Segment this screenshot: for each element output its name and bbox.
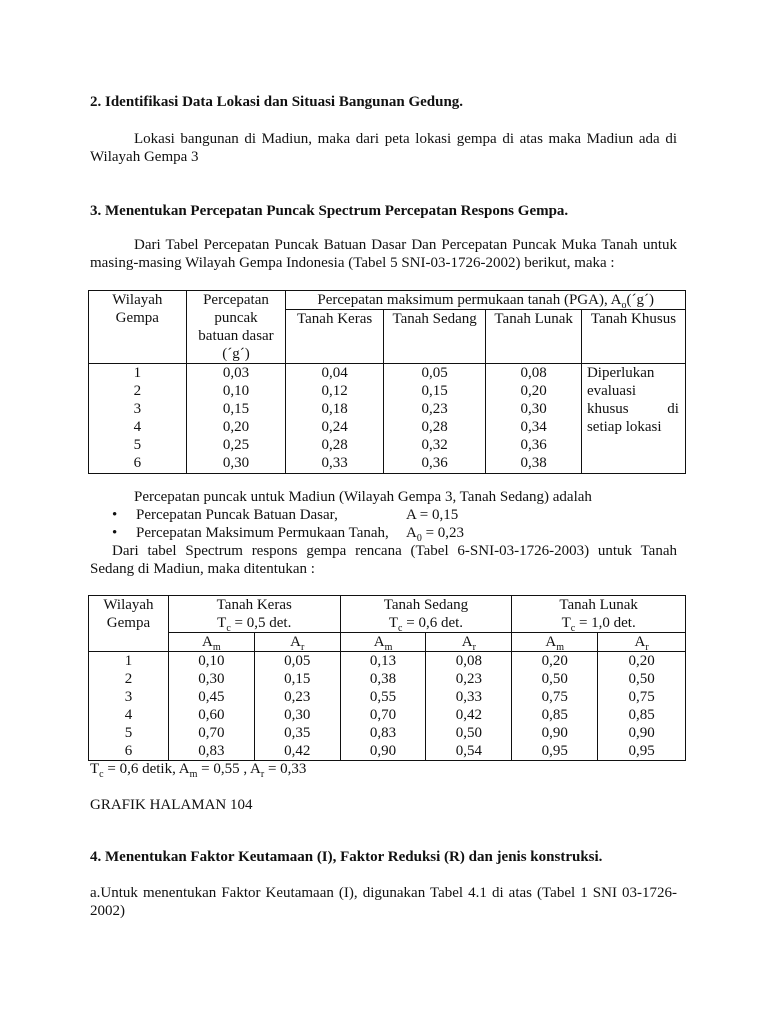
col-batuan: 0,03 0,10 0,15 0,20 0,25 0,30 (186, 364, 286, 474)
col-sedang: 0,05 0,15 0,23 0,28 0,32 0,36 (383, 364, 486, 474)
section-3-paragraph-line-2: masing-masing Wilayah Gempa Indonesia (Tabel 5 SNI-03-1726-2002) berikut, maka : (90, 255, 615, 271)
table-peak-acceleration (88, 290, 686, 474)
col-lunak-ar: 0,20 0,50 0,75 0,85 0,90 0,95 (598, 652, 686, 761)
section-4-paragraph-line-1: a.Untuk menentukan Faktor Keutamaan (I), digunakan Tabel 4.1 di atas (Tabel 1 SNI 03-1726- (90, 885, 677, 901)
bullet-2: • Percepatan Maksimum Permukaan Tanah, $A_0 = 0,23$ (112, 525, 465, 544)
section-4-paragraph-line-2: 2002) (90, 903, 125, 919)
header-tanah-khusus: Tanah Khusus (581, 310, 685, 364)
result-line: $T_c = 0,6$ detik, $A_m = 0,55$ , $A_r = 0,33$ (90, 761, 307, 780)
section-4-heading: 4. Menentukan Faktor Keutamaan (I), Faktor Reduksi (R) dan jenis konstruksi. (90, 849, 603, 865)
header-pga: Percepatan maksimum permukaan tanah (PGA), $A_o(´g´)$ (286, 291, 686, 310)
section-3-paragraph-line-1: Dari Tabel Percepatan Puncak Batuan Dasar Dan Percepatan Puncak Muka Tanah untuk (134, 237, 677, 253)
header-percepatan-batuan: Percepatan puncak batuan dasar (´g´) (186, 291, 286, 364)
col-wilayah-2: 1 2 3 4 5 6 (89, 652, 169, 761)
header-am: $A_m$ (168, 633, 254, 652)
header-tanah-keras: Tanah Keras (286, 310, 384, 364)
madiun-summary-line: Percepatan puncak untuk Madiun (Wilayah Gempa 3, Tanah Sedang) adalah (134, 489, 592, 505)
col-keras-am: 0,10 0,30 0,45 0,60 0,70 0,83 (168, 652, 254, 761)
header-tanah-sedang: Tanah Sedang (383, 310, 486, 364)
header-ar: $A_r$ (426, 633, 512, 652)
col-lunak-am: 0,20 0,50 0,75 0,85 0,90 0,95 (512, 652, 598, 761)
header-ar: $A_r$ (254, 633, 340, 652)
header-am: $A_m$ (512, 633, 598, 652)
section-3-heading: 3. Menentukan Percepatan Puncak Spectrum Percepatan Respons Gempa. (90, 203, 569, 219)
header-wilayah-gempa: Wilayah Gempa (89, 291, 187, 364)
section-2-heading: 2. Identifikasi Data Lokasi dan Situasi Bangunan Gedung. (90, 94, 464, 110)
bullet-dot-icon: • (112, 507, 118, 523)
spectrum-intro-line-1: Dari tabel Spectrum respons gempa rencana (Tabel 6-SNI-03-1726-2003) untuk Tanah (112, 543, 677, 559)
section-2-paragraph-line-2: Wilayah Gempa 3 (90, 149, 199, 165)
header-group-sedang: Tanah Sedang $T_c = 0,6$ det. (340, 596, 512, 633)
col-khusus: Diperlukan evaluasi khusus di setiap lokasi (581, 364, 685, 474)
grafik-note: GRAFIK HALAMAN 104 (90, 797, 253, 813)
spectrum-intro-line-2: Sedang di Madiun, maka ditentukan : (90, 561, 315, 577)
header-am: $A_m$ (340, 633, 426, 652)
table-spectrum-response (88, 595, 686, 761)
header-ar: $A_r$ (598, 633, 686, 652)
col-lunak: 0,08 0,20 0,30 0,34 0,36 0,38 (486, 364, 582, 474)
header-tanah-lunak: Tanah Lunak (486, 310, 582, 364)
col-keras-ar: 0,05 0,15 0,23 0,30 0,35 0,42 (254, 652, 340, 761)
col-keras: 0,04 0,12 0,18 0,24 0,28 0,33 (286, 364, 384, 474)
header-group-lunak: Tanah Lunak $T_c = 1,0$ det. (512, 596, 686, 633)
col-wilayah: 1 2 3 4 5 6 (89, 364, 187, 474)
section-2-paragraph-line-1: Lokasi bangunan di Madiun, maka dari peta lokasi gempa di atas maka Madiun ada di (134, 131, 677, 147)
col-sedang-ar: 0,08 0,23 0,33 0,42 0,50 0,54 (426, 652, 512, 761)
col-sedang-am: 0,13 0,38 0,55 0,70 0,83 0,90 (340, 652, 426, 761)
header-wilayah-gempa-2: Wilayah Gempa (89, 596, 169, 652)
bullet-dot-icon: • (112, 525, 118, 541)
header-group-keras: Tanah Keras $T_c = 0,5$ det. (168, 596, 340, 633)
bullet-1: • Percepatan Puncak Batuan Dasar, A = 0,15 (112, 507, 459, 523)
